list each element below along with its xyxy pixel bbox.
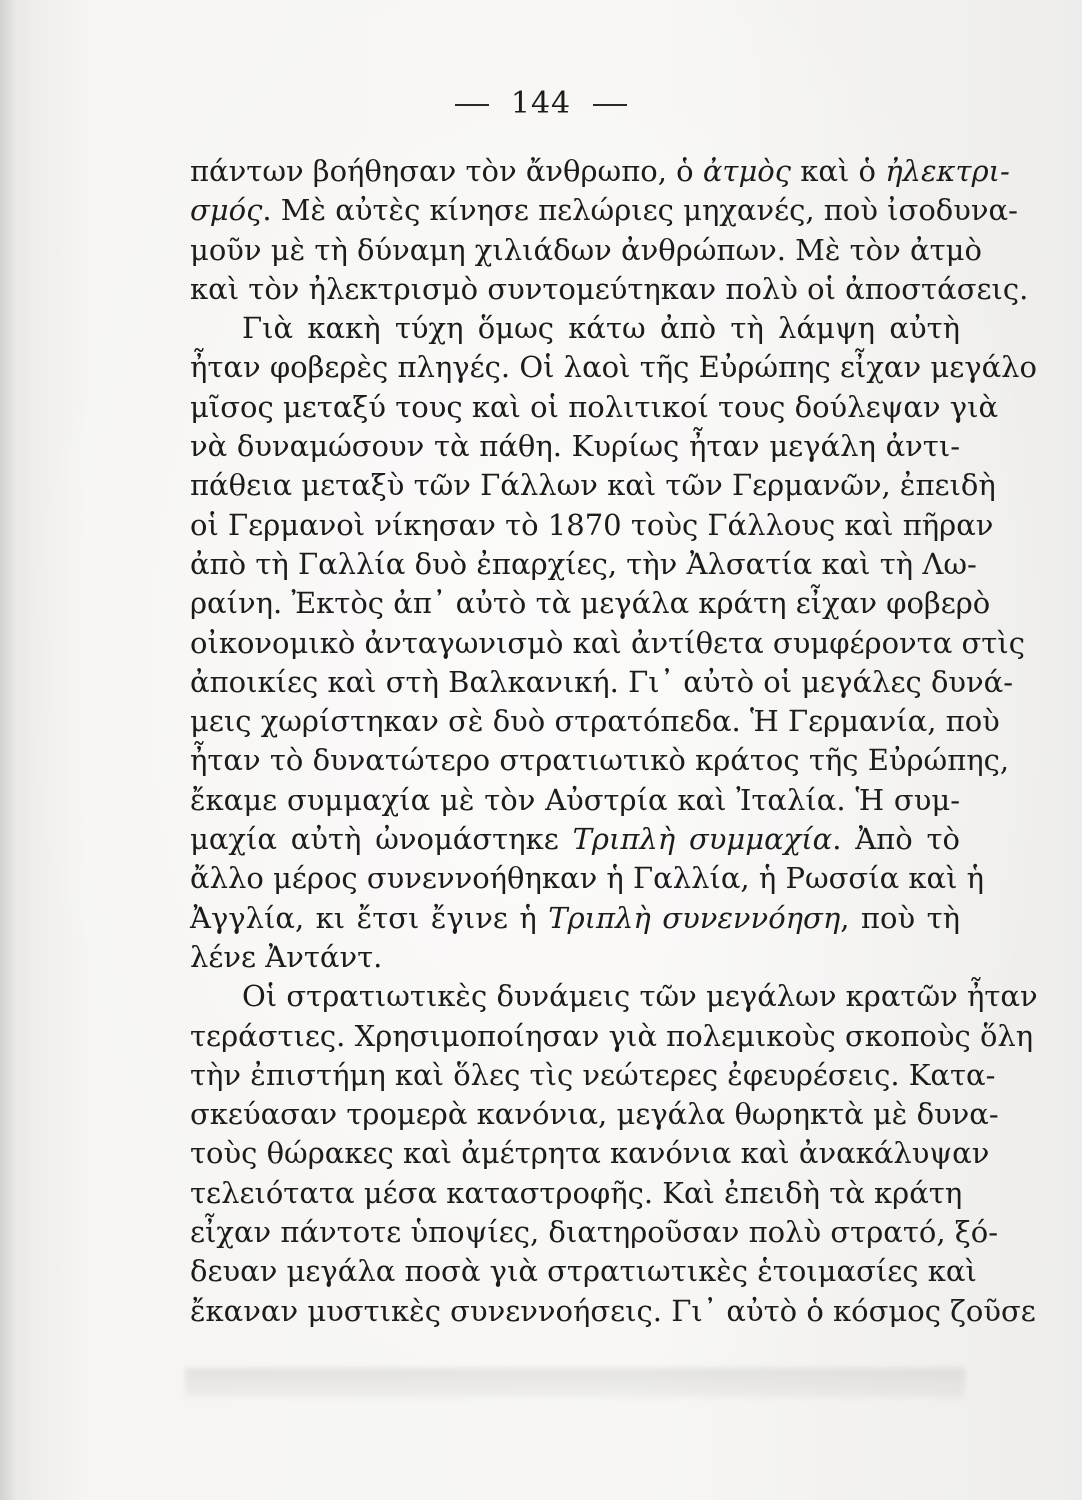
- italic-term: ἀτμὸς: [702, 154, 792, 188]
- text-run: οἰκονομικὸ ἀνταγωνισμὸ καὶ ἀντίθετα συμφέροντα στὶς: [190, 625, 1025, 660]
- text-line: [190, 231, 982, 270]
- page-header: [0, 86, 1082, 121]
- text-line: [190, 1174, 963, 1213]
- text-run: ἀποικίες καὶ στὴ Βαλκανική. Γι᾽ αὐτὸ οἱ μεγάλες δυνά-: [190, 664, 1014, 699]
- text-line: [190, 663, 1014, 702]
- text-line: [190, 545, 977, 584]
- bleed-through-shadow: [185, 1368, 965, 1398]
- text-run: μεις χωρίστηκαν σὲ δυὸ στρατόπεδα. Ἡ Γερμανία, ποὺ: [190, 704, 1000, 739]
- text-line: [190, 938, 960, 977]
- text-run: μαχία αὐτὴ ὠνομάστηκε: [190, 822, 573, 857]
- text-run: Οἱ στρατιωτικὲς δυνάμεις τῶν μεγάλων κρατῶν ἦταν: [242, 979, 1038, 1014]
- text-run: σκεύασαν τρομερὰ κανόνια, μεγάλα θωρηκτὰ μὲ δυνα-: [190, 1097, 999, 1132]
- text-run: , ποὺ τὴ: [840, 900, 960, 935]
- text-run: ἀπὸ τὴ Γαλλία δυὸ ἐπαρχίες, τὴν Ἀλσατία καὶ τὴ Λω-: [190, 546, 977, 581]
- body-text: [190, 152, 1038, 1331]
- text-run: τοὺς θώρακες καὶ ἀμέτρητα κανόνια καὶ ἀνακάλυψαν: [190, 1136, 990, 1171]
- header-dash-right: [593, 104, 627, 106]
- text-run: ραίνη. Ἐκτὸς ἀπ᾽ αὐτὸ τὰ μεγάλα κράτη εἶχαν φοβερὸ: [190, 586, 991, 621]
- text-run: . Ἀπὸ τὸ: [832, 822, 960, 857]
- text-line: [190, 781, 960, 820]
- header-dash-left: [455, 104, 489, 106]
- italic-term: Τριπλὴ συμμαχία: [572, 822, 833, 857]
- text-run: ἄλλο μέρος συνεννοήθηκαν ἡ Γαλλία, ἡ Ρωσσία καὶ ἡ: [190, 861, 985, 896]
- text-line: [190, 584, 991, 623]
- text-run: μοῦν μὲ τὴ δύναμη χιλιάδων ἀνθρώπων. Μὲ τὸν ἀτμὸ: [190, 232, 982, 267]
- text-line: [190, 899, 960, 938]
- text-line: [190, 1292, 1036, 1331]
- text-run: τεράστιες. Χρησιμοποίησαν γιὰ πολεμικοὺς σκοποὺς ὅλη: [190, 1018, 1034, 1053]
- text-line: [190, 388, 999, 427]
- text-line: [190, 348, 1037, 387]
- text-run: μῖσος μεταξύ τους καὶ οἱ πολιτικοί τους δούλεψαν γιὰ: [190, 389, 999, 424]
- text-run: τὴν ἐπιστήμη καὶ ὅλες τὶς νεώτερες ἐφευρέσεις. Κατα-: [190, 1057, 996, 1092]
- text-run: πάντων βοήθησαν τὸν ἄνθρωπο, ὁ: [190, 154, 703, 188]
- text-line: [190, 702, 1000, 741]
- text-line: [190, 152, 1010, 191]
- text-run: ἦταν τὸ δυνατώτερο στρατιωτικὸ κράτος τῆς Εὐρώπης,: [190, 743, 1010, 778]
- text-line: [190, 309, 960, 348]
- text-line: [190, 820, 960, 859]
- text-run: ἦταν φοβερὲς πληγές. Οἱ λαοὶ τῆς Εὐρώπης εἶχαν μεγάλο: [190, 350, 1037, 385]
- italic-term: ἠλεκτρι-: [885, 154, 1010, 188]
- text-line: [190, 741, 1010, 780]
- text-run: τελειότατα μέσα καταστροφῆς. Καὶ ἐπειδὴ τὰ κράτη: [190, 1175, 963, 1210]
- text-line: [190, 1252, 977, 1291]
- text-run: εἶχαν πάντοτε ὑποψίες, διατηροῦσαν πολὺ στρατό, ξό-: [190, 1215, 999, 1250]
- text-run: δευαν μεγάλα ποσὰ γιὰ στρατιωτικὲς ἑτοιμασίες καὶ: [190, 1254, 977, 1289]
- italic-term: σμός: [190, 193, 263, 228]
- text-run: Γιὰ κακὴ τύχη ὅμως κάτω ἀπὸ τὴ λάμψη αὐτὴ: [242, 311, 960, 346]
- text-line: [190, 1017, 1034, 1056]
- text-run: ἔκαμε συμμαχία μὲ τὸν Αὐστρία καὶ Ἰταλία. Ἡ συμ-: [190, 782, 960, 817]
- text-line: [190, 624, 1025, 663]
- text-run: καὶ τὸν ἠλεκτρισμὸ συντομεύτηκαν πολὺ οἱ ἀποστάσεις.: [190, 271, 1029, 306]
- binding-edge-shadow: [0, 0, 28, 1500]
- italic-term: Τριπλὴ συνεννόηση: [548, 900, 841, 935]
- text-line: [190, 1056, 996, 1095]
- text-line: [190, 1134, 990, 1173]
- text-run: λένε Ἀντάντ.: [190, 939, 383, 974]
- text-run: νὰ δυναμώσουν τὰ πάθη. Κυρίως ἦταν μεγάλη ἀντι-: [190, 429, 960, 464]
- text-line: [190, 977, 1038, 1016]
- text-run: Ἀγγλία, κι ἔτσι ἔγινε ἡ: [190, 900, 549, 935]
- text-line: [190, 1095, 999, 1134]
- text-line: [190, 427, 960, 466]
- text-line: [190, 506, 994, 545]
- text-line: [190, 270, 1029, 309]
- text-line: [190, 466, 996, 505]
- text-run: οἱ Γερμανοὶ νίκησαν τὸ 1870 τοὺς Γάλλους καὶ πῆραν: [190, 507, 994, 542]
- text-run: καὶ ὁ: [791, 154, 886, 188]
- page-number: 144: [510, 86, 572, 121]
- text-line: [190, 1213, 999, 1252]
- text-run: . Μὲ αὐτὲς κίνησε πελώριες μηχανές, ποὺ ἰσοδυνα-: [262, 193, 1018, 228]
- text-run: ἔκαναν μυστικὲς συνεννοήσεις. Γι᾽ αὐτὸ ὁ κόσμος ζοῦσε: [190, 1293, 1036, 1328]
- text-line: [190, 191, 1018, 230]
- text-line: [190, 859, 985, 898]
- text-run: πάθεια μεταξὺ τῶν Γάλλων καὶ τῶν Γερμανῶν, ἐπειδὴ: [190, 468, 996, 503]
